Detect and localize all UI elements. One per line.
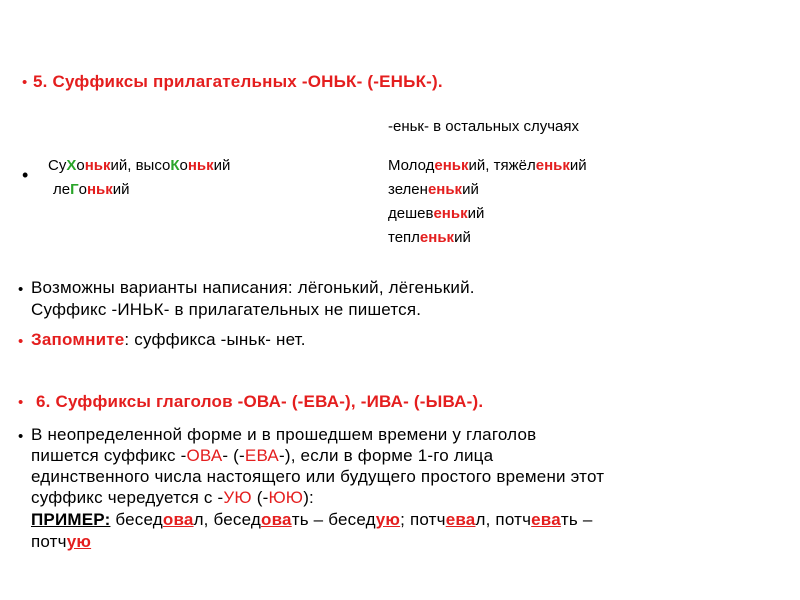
text-run: еньк (427, 181, 463, 198)
variants-line-1: Возможны варианты написания: лёгонький, лёгенький. (31, 278, 475, 297)
text-run: о (179, 157, 188, 174)
text-run: л, потч (475, 510, 532, 529)
text-run: ть – (560, 510, 593, 529)
text-run: о (78, 181, 87, 198)
text-run: бесед (110, 510, 163, 529)
bullet-5: • (22, 74, 28, 91)
text-run: ева (445, 510, 476, 529)
text-run: еньк (535, 157, 570, 174)
right-word-line-4 (388, 229, 471, 246)
text-run: ньк (187, 157, 214, 174)
text-run: ЕВА (244, 446, 279, 465)
text-run: потч (31, 532, 67, 551)
text-run: В неопределенной форме и в прошедшем времени у глаголов (31, 425, 537, 444)
text-run: (- (251, 488, 269, 507)
text-run: ий (569, 157, 587, 174)
text-run: ую (375, 510, 401, 529)
rule-line-1 (31, 425, 536, 445)
text-run: ий, тяжёл (468, 157, 536, 174)
right-word-line-3 (388, 205, 484, 222)
text-run: Х (66, 157, 77, 174)
text-run: К (170, 157, 180, 174)
text-run: ий (112, 181, 130, 198)
text-run: Су (48, 157, 67, 174)
right-col-header: -еньк- в остальных случаях (388, 118, 580, 135)
text-run: ньк (86, 181, 113, 198)
rule-line-2 (31, 446, 493, 466)
text-run: УЮ (223, 488, 252, 507)
text-run: ова (162, 510, 194, 529)
text-run: Молод (388, 157, 435, 174)
remember-label: Запомните (31, 330, 125, 349)
text-run: ий (467, 205, 485, 222)
text-run: ть – бесед (291, 510, 376, 529)
text-run: -), если в форме 1-го лица (278, 446, 494, 465)
text-run: Г (70, 181, 79, 198)
section6-title: 6. Суффиксы глаголов -ОВА- (-ЕВА-), -ИВА- (-ЫВА-). (36, 392, 484, 411)
text-run: тепл (388, 229, 420, 246)
remember-text: : суффикса -ыньк- нет. (124, 330, 306, 349)
text-run: пишется суффикс - (31, 446, 187, 465)
bullet-6: • (18, 394, 24, 411)
text-run: ): (303, 488, 314, 507)
left-word-line-1 (48, 157, 230, 174)
bullet-empty: • (22, 165, 29, 185)
remember-line (31, 330, 306, 350)
text-run: ий (213, 157, 231, 174)
text-run: ий (454, 229, 471, 246)
bullet-rule: • (18, 428, 24, 445)
text-run: л, бесед (193, 510, 262, 529)
bullet-remember: • (18, 333, 24, 350)
text-run: ПРИМЕР: (31, 510, 111, 529)
text-run: ОВА (186, 446, 223, 465)
text-run: ий, высо (110, 157, 171, 174)
bullet-variants: • (18, 281, 24, 298)
text-run: зелен (388, 181, 428, 198)
text-run: единственного числа настоящего или будущего простого времени этот (31, 467, 605, 486)
text-run: о (76, 157, 85, 174)
rule-line-6 (31, 532, 91, 552)
text-run: суффикс чередуется с - (31, 488, 224, 507)
text-run: ова (261, 510, 292, 529)
text-run: - (- (222, 446, 245, 465)
text-run: ЮЮ (268, 488, 304, 507)
text-run: ева (531, 510, 561, 529)
text-run: ий (462, 181, 479, 198)
text-run: ньк (84, 157, 111, 174)
text-run: еньк (434, 157, 469, 174)
right-word-line-1 (388, 157, 587, 174)
text-run: ле (53, 181, 71, 198)
text-run: дешев (388, 205, 434, 222)
variants-line-2: Суффикс -ИНЬК- в прилагательных не пишется. (31, 300, 422, 319)
text-run: ую (66, 532, 92, 551)
text-run: ; потч (400, 510, 446, 529)
right-word-line-2 (388, 181, 479, 198)
section5-title: 5. Суффиксы прилагательных -ОНЬК- (-ЕНЬК-). (33, 72, 443, 91)
rule-line-4 (31, 488, 314, 508)
left-word-line-2 (53, 181, 130, 198)
rule-line-5 (31, 510, 593, 530)
rule-line-3 (31, 467, 604, 487)
text-run: еньк (433, 205, 468, 222)
text-run: еньк (419, 229, 455, 246)
